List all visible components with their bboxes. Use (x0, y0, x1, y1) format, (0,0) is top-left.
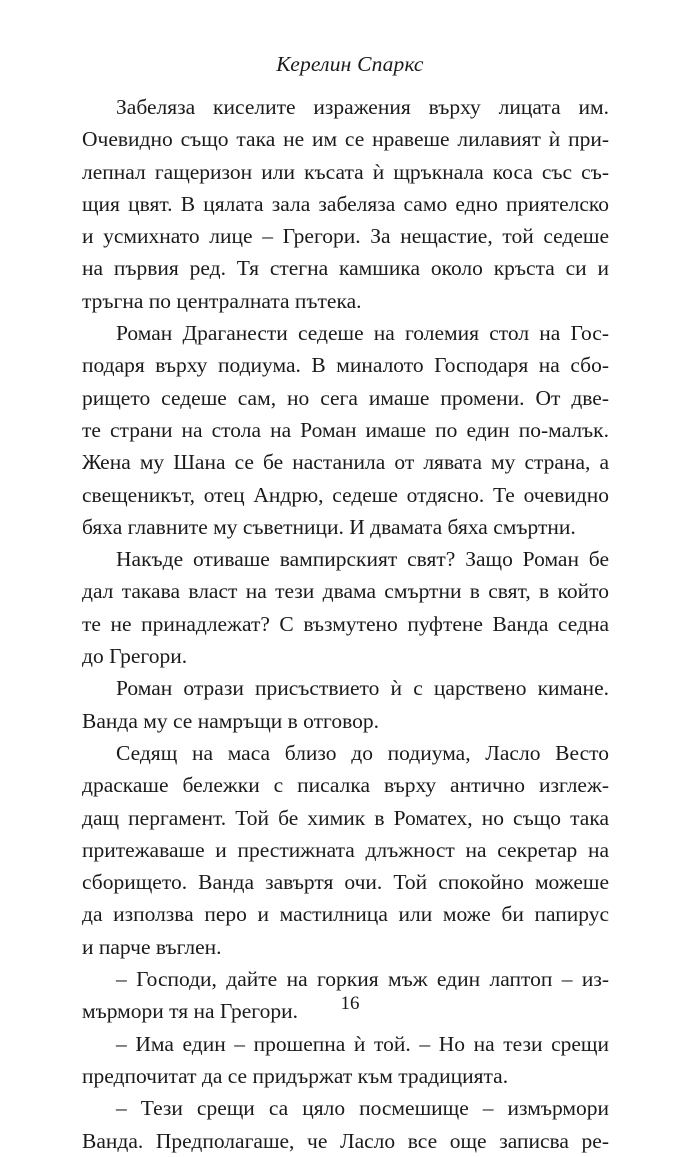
text-line: – Тези срещи са цяло посмешище – измърмори (116, 1096, 609, 1121)
text-line: предпочитат да се придържат към традицията. (82, 1063, 509, 1088)
text-line: и парче въглен. (82, 934, 222, 959)
text-line: и усмихнато лице – Грегори. За нещастие, той седеше (82, 224, 609, 249)
text-line: дал такава власт на тези двама смъртни в свят, в който (82, 579, 609, 604)
text-line: те не принадлежат? С възмутено пуфтене Ванда седна (82, 611, 609, 636)
text-line: – Господи, дайте на горкия мъж един лаптоп – из- (116, 967, 609, 992)
text-line: Накъде отиваше вампирският свят? Защо Роман бе (116, 547, 609, 572)
text-line: Забеляза киселите изражения върху лицата им. (116, 95, 609, 119)
text-line: лепнал гащеризон или късата ѝ щръкнала коса със съ- (82, 159, 609, 184)
text-line: Жена му Шана се бе настанила от лявата му страна, а (82, 450, 609, 475)
text-line: драскаше бележки с писалка върху антично изглеж- (82, 773, 609, 798)
text-line: Роман Драганести седеше на големия стол на Гос- (116, 321, 609, 346)
text-line: те страни на стола на Роман имаше по един по-малък. (82, 417, 609, 442)
text-line: Очевидно също така не им се нравеше лилавият ѝ при- (82, 127, 609, 152)
text-line: сборището. Ванда завъртя очи. Той спокойно можеше (82, 870, 609, 895)
text-line: да използва перо и мастилница или може би папирус (82, 902, 609, 927)
text-line: – Има един – прошепна ѝ той. – Но на тези срещи (116, 1031, 609, 1056)
text-line: притежаваше и престижната длъжност на секретар на (82, 837, 609, 862)
text-line: мърмори тя на Грегори. (82, 999, 298, 1024)
text-line: свещеникът, отец Андрю, седеше отдясно. Те очевидно (82, 482, 609, 507)
text-line: бяха главните му съветници. И двамата бяха смъртни. (82, 514, 576, 539)
text-line: рището седеше сам, но сега имаше промени. От две- (82, 385, 609, 410)
page-number: 16 (340, 993, 360, 1014)
text-line: щия цвят. В цялата зала забеляза само едно приятелско (82, 191, 609, 216)
text-line: Ванда. Предполагаше, че Ласло все още записва ре- (82, 1128, 609, 1153)
text-line: до Грегори. (82, 644, 188, 669)
text-line: подаря върху подиума. В миналото Господаря на сбо- (82, 353, 609, 378)
text-line: Ванда му се намръщи в отговор. (82, 708, 379, 733)
text-line: тръгна по централната пътека. (82, 288, 362, 313)
text-line: дащ пергамент. Той бе химик в Роматех, но също така (82, 805, 609, 830)
running-header: Керелин Спаркс (276, 52, 424, 76)
text-line: Седящ на маса близо до подиума, Ласло Весто (116, 740, 609, 765)
text-line: Роман отрази присъствието ѝ с царствено кимане. (116, 676, 609, 701)
text-line: на първия ред. Тя стегна камшика около кръста си и (82, 256, 609, 281)
